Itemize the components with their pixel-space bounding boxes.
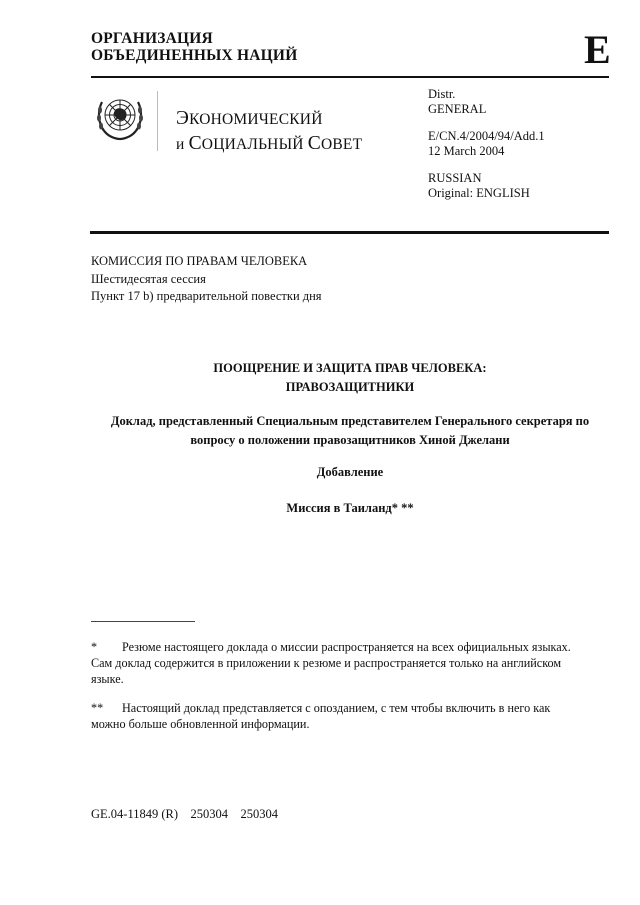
footnote-1: [91, 640, 581, 687]
un-emblem-icon: [93, 90, 147, 144]
language-code: E: [584, 27, 611, 72]
document-date: 12 March 2004: [428, 144, 505, 158]
report-subtitle: Доклад, представленный Специальным представителем Генерального секретаря по вопросу о положении правозащитников Хиной Джелани: [110, 414, 590, 447]
organization-line-1: ОРГАНИЗАЦИЯ: [91, 30, 213, 47]
organization-name: [91, 30, 297, 64]
document-language: RUSSIAN: [428, 171, 482, 185]
document-number: GE.04-11849 (R) 250304 250304: [91, 807, 279, 821]
original-language: Original: ENGLISH: [428, 186, 530, 200]
document-title: ПООЩРЕНИЕ И ЗАЩИТА ПРАВ ЧЕЛОВЕКА: ПРАВОЗАЩИТНИКИ: [213, 361, 487, 394]
mission-heading: Миссия в Таиланд* **: [286, 501, 414, 515]
council-line-1: ЭКОНОМИЧЕСКИЙ: [176, 108, 323, 129]
council-line-2: и СОЦИАЛЬНЫЙ СОВЕТ: [176, 133, 363, 154]
header-bottom-rule: [90, 231, 609, 234]
footnote-text: Резюме настоящего доклада о миссии распространяется на всех официальных языках. Сам доклад содержится в приложении к резюме и распространяется только на английском языке.: [91, 640, 571, 686]
document-symbol: E/CN.4/2004/94/Add.1: [428, 129, 545, 143]
header-top-rule: [91, 76, 609, 78]
footnote-text: Настоящий доклад представляется с опозданием, с тем чтобы включить в него как можно больше обновленной информации.: [91, 701, 551, 731]
distr-label: Distr.: [428, 87, 456, 101]
distribution: GENERAL: [428, 102, 487, 116]
footnote-mark: *: [91, 640, 98, 654]
emblem-divider: [157, 91, 158, 151]
addendum-heading: Добавление: [316, 465, 384, 479]
footnote-separator: [91, 621, 195, 622]
document-metadata: [428, 87, 545, 201]
agenda-item: Пункт 17 b) предварительной повестки дня: [91, 289, 322, 303]
commission-block: [91, 253, 322, 306]
council-name: [176, 107, 362, 157]
commission-name: КОМИССИЯ ПО ПРАВАМ ЧЕЛОВЕКА: [91, 254, 308, 268]
session: Шестидесятая сессия: [91, 271, 206, 286]
organization-line-2: ОБЪЕДИНЕННЫХ НАЦИЙ: [91, 47, 298, 64]
footnote-2: [91, 701, 581, 733]
footnote-mark: **: [91, 701, 104, 715]
